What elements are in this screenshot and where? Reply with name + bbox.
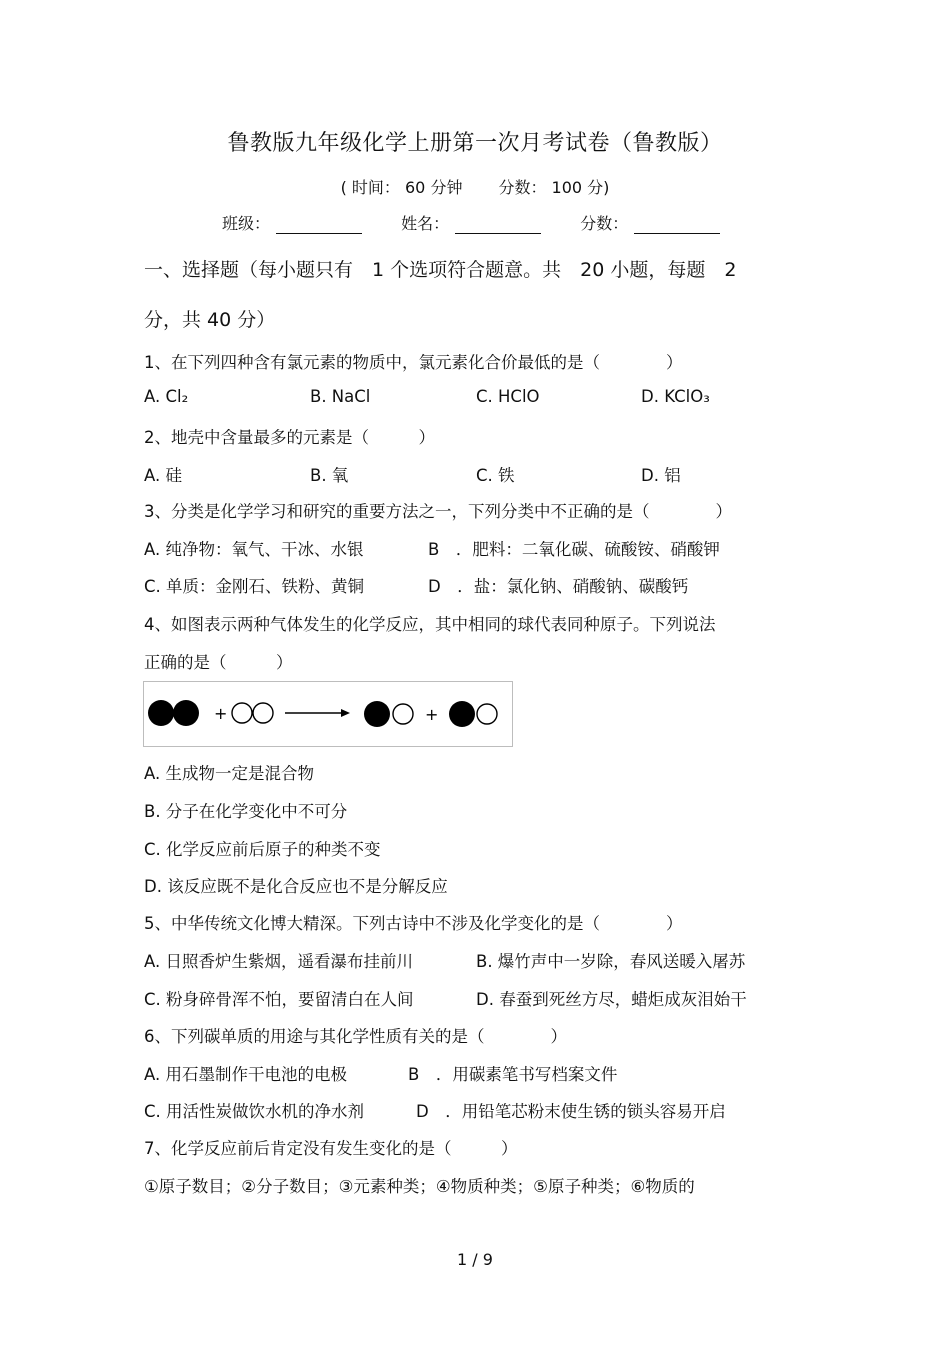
q4-option-d: D. 该反应既不是化合反应也不是分解反应 (144, 877, 448, 896)
q3-option-d: D ．盐：氯化钠、硝酸钠、碳酸钙 (428, 577, 689, 596)
class-label: 班级： (222, 214, 271, 233)
question-3-stem: 3、分类是化学学习和研究的重要方法之一，下列分类中不正确的是（ ） (144, 502, 732, 521)
question-6-stem: 6、下列碳单质的用途与其化学性质有关的是（ ） (144, 1027, 567, 1046)
q3-option-c: C. 单质：金刚石、铁粉、黄铜 (144, 577, 365, 596)
q1-option-b: B. NaCl (310, 387, 371, 406)
molecule-reaction-svg (144, 682, 512, 746)
question-7-stem: 7、化学反应前后肯定没有发生变化的是（ ） (144, 1139, 518, 1158)
question-2-stem: 2、地壳中含量最多的元素是（ ） (144, 428, 435, 447)
q5-option-b: B. 爆竹声中一岁除，春风送暖入屠苏 (476, 952, 746, 971)
question-7-line2: ①原子数目；②分子数目；③元素种类；④物质种类；⑤原子种类；⑥物质的 (144, 1177, 695, 1196)
reactant-dark-molecule (148, 700, 199, 726)
question-5-stem: 5、中华传统文化博大精深。下列古诗中不涉及化学变化的是（ ） (144, 914, 683, 933)
score-blank (634, 215, 720, 234)
exam-time: ( 时间： 60 分钟 (340, 178, 463, 197)
reaction-diagram (143, 681, 513, 747)
reactant-light-molecule (232, 703, 273, 723)
score-field (580, 211, 720, 234)
name-label: 姓名： (401, 214, 450, 233)
q6-option-c: C. 用活性炭做饮水机的净水剂 (144, 1102, 365, 1121)
name-blank (455, 215, 541, 234)
q2-option-b: B. 氧 (310, 466, 349, 485)
q5-option-a: A. 日照香炉生紫烟，遥看瀑布挂前川 (144, 952, 413, 971)
exam-total-score: 分数： 100 分) (498, 178, 610, 197)
q2-option-c: C. 铁 (476, 466, 515, 485)
plus-sign: + (214, 704, 228, 723)
q6-option-d: D ．用铅笔芯粉末使生锈的锁头容易开启 (416, 1102, 726, 1121)
document-title: 鲁教版九年级化学上册第一次月考试卷（鲁教版） (227, 131, 723, 156)
q4-option-c: C. 化学反应前后原子的种类不变 (144, 840, 381, 859)
reaction-arrow (285, 709, 350, 717)
q4-option-a: A. 生成物一定是混合物 (144, 764, 314, 783)
score-label: 分数： (580, 214, 629, 233)
product-molecule-1 (364, 701, 413, 727)
q6-option-a: A. 用石墨制作干电池的电极 (144, 1065, 347, 1084)
exam-meta (0, 175, 950, 198)
question-4-stem-line1: 4、如图表示两种气体发生的化学反应，其中相同的球代表同种原子。下列说法 (144, 615, 716, 634)
student-info-row (222, 211, 754, 234)
section-heading-line1: 一、选择题（每小题只有 1 个选项符合题意。共 20 小题，每题 2 (144, 259, 737, 281)
q5-option-c: C. 粉身碎骨浑不怕，要留清白在人间 (144, 990, 414, 1009)
q4-option-b: B. 分子在化学变化中不可分 (144, 802, 348, 821)
q3-option-b: B ．肥料：二氧化碳、硫酸铵、硝酸钾 (428, 540, 720, 559)
section-heading-line2: 分，共 40 分） (144, 309, 276, 331)
product-molecule-2 (449, 701, 497, 727)
q6-option-b: B ．用碳素笔书写档案文件 (408, 1065, 618, 1084)
name-field (401, 211, 541, 234)
q1-option-c: C. HClO (476, 387, 540, 406)
q1-option-a: A. Cl₂ (144, 387, 189, 406)
class-blank (276, 215, 362, 234)
q2-option-d: D. 铝 (641, 466, 681, 485)
q5-option-d: D. 春蚕到死丝方尽，蜡炬成灰泪始干 (476, 990, 747, 1009)
page-number: 1 / 9 (457, 1250, 493, 1269)
q3-option-a: A. 纯净物：氧气、干冰、水银 (144, 540, 364, 559)
question-4-stem-line2: 正确的是（ ） (144, 653, 293, 672)
plus-sign: + (425, 705, 439, 724)
q2-option-a: A. 硅 (144, 466, 182, 485)
question-1-stem: 1、在下列四种含有氯元素的物质中，氯元素化合价最低的是（ ） (144, 353, 683, 372)
q1-option-d: D. KClO₃ (641, 387, 710, 406)
class-field (222, 211, 362, 234)
